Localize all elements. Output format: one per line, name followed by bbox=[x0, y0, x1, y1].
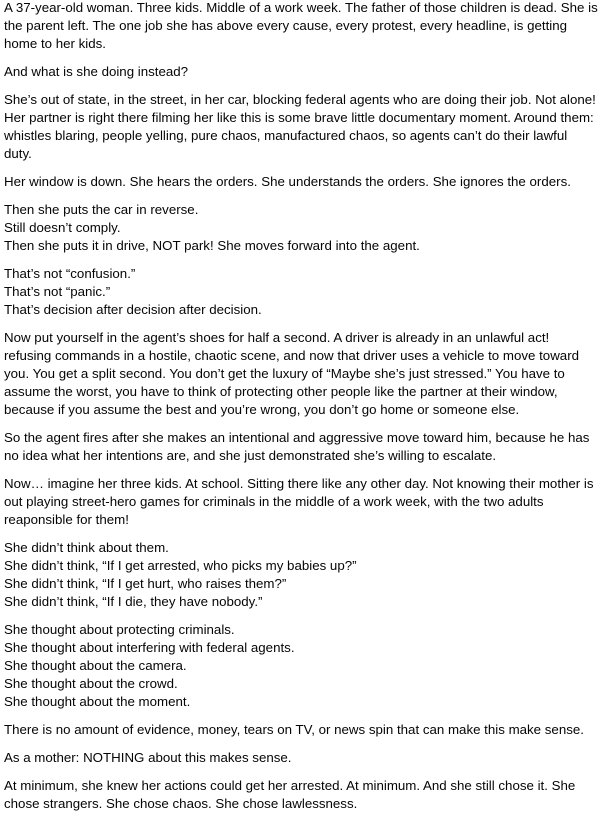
post-paragraph: Now… imagine her three kids. At school. Sitting there like any other day. Not knowing their mother is out playing street-hero games for criminals in the middle of a work week, with the two adults reaponsible for them! bbox=[4, 476, 594, 527]
post-line: She didn’t think, “If I die, they have nobody.” bbox=[4, 594, 263, 609]
post-paragraph: Now put yourself in the agent’s shoes for half a second. A driver is already in an unlawful act! refusing commands in a hostile, chaotic scene, and now that driver uses a vehicle to move toward you. You get a split second. You don’t get the luxury of “Maybe she’s just stressed.” You have to assume the worst, you have to think of protecting other people like the partner at their window, because if you assume the best and you’re wrong, you don’t go home or someone else. bbox=[4, 330, 580, 417]
post-paragraph: As a mother: NOTHING about this makes sense. bbox=[4, 750, 292, 765]
post-line: She thought about protecting criminals. bbox=[4, 622, 235, 637]
post-line: She thought about interfering with federal agents. bbox=[4, 640, 295, 655]
post-line: She thought about the crowd. bbox=[4, 676, 178, 691]
post-paragraph: There is no amount of evidence, money, tears on TV, or news spin that can make this make sense. bbox=[4, 722, 584, 737]
post-line: She didn’t think, “If I get hurt, who raises them?” bbox=[4, 576, 287, 591]
post-line: That’s not “confusion.” bbox=[4, 266, 136, 281]
post-line: She thought about the camera. bbox=[4, 658, 187, 673]
post-line: Then she puts it in drive, NOT park! She moves forward into the agent. bbox=[4, 238, 420, 253]
post-line: She didn’t think, “If I get arrested, who picks my babies up?” bbox=[4, 558, 357, 573]
post-paragraph bbox=[4, 201, 598, 255]
post-paragraph: And what is she doing instead? bbox=[4, 64, 189, 79]
post-paragraph bbox=[4, 621, 598, 711]
post-paragraph: Her window is down. She hears the orders. She understands the orders. She ignores the orders. bbox=[4, 174, 571, 189]
post-line: That’s decision after decision after decision. bbox=[4, 302, 262, 317]
post-paragraph: So the agent fires after she makes an intentional and aggressive move toward him, because he has no idea what her intentions are, and she just demonstrated she’s willing to escalate. bbox=[4, 430, 590, 463]
post-line: She thought about the moment. bbox=[4, 694, 191, 709]
post-paragraph: At minimum, she knew her actions could get her arrested. At minimum. And she still chose it. She chose strangers. She chose chaos. She chose lawlessness. bbox=[4, 778, 576, 811]
post-line: Still doesn’t comply. bbox=[4, 220, 121, 235]
post-line: Then she puts the car in reverse. bbox=[4, 202, 199, 217]
post-paragraph bbox=[4, 539, 598, 611]
post-paragraph: A 37-year-old woman. Three kids. Middle of a work week. The father of those children is dead. She is the parent left. The one job she has above every cause, every protest, every headline, is getting home to her kids. bbox=[4, 0, 598, 51]
post-paragraph: She’s out of state, in the street, in her car, blocking federal agents who are doing their job. Not alone! Her partner is right there filming her like this is some brave little documentary moment. Around them: whistles blaring, people yelling, pure chaos, manufactured chaos, so agents can’t do their lawful duty. bbox=[4, 92, 596, 161]
post-line: That’s not “panic.” bbox=[4, 284, 111, 299]
post-line: She didn’t think about them. bbox=[4, 540, 169, 555]
post-paragraph bbox=[4, 265, 598, 319]
